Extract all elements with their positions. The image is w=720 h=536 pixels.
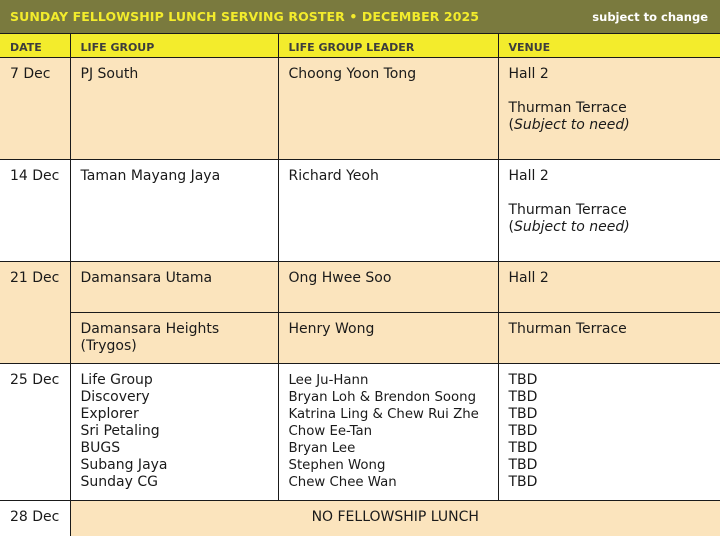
list-item: TBD	[508, 457, 538, 473]
venue-note: (Subject to need)	[508, 219, 630, 235]
list-item: TBD	[508, 423, 538, 439]
list-item: TBD	[508, 406, 538, 422]
row-life-group: Taman Mayang Jaya	[70, 160, 278, 262]
table-row	[0, 313, 720, 364]
header-row	[0, 34, 720, 58]
row-venue	[498, 58, 720, 160]
subject-to-change-note: subject to change	[592, 9, 708, 24]
row-date: 28 Dec	[0, 501, 70, 536]
row-life-group: Damansara Heights (Trygos)	[70, 313, 278, 364]
row-date: 7 Dec	[0, 58, 70, 160]
list-item: Life Group	[80, 372, 153, 388]
title-bar	[0, 0, 720, 33]
list-item: Subang Jaya	[80, 457, 168, 473]
col-header-date: DATE	[0, 34, 70, 58]
no-lunch-note: NO FELLOWSHIP LUNCH	[70, 501, 720, 536]
table-row	[0, 262, 720, 313]
list-item: TBD	[508, 474, 538, 490]
row-date: 14 Dec	[0, 160, 70, 262]
venue-line: Hall 2	[508, 66, 549, 82]
list-item: Bryan Lee	[288, 441, 356, 456]
row-venue-list	[498, 364, 720, 501]
row-leader-list	[278, 364, 498, 501]
col-header-leader: LIFE GROUP LEADER	[278, 34, 498, 58]
col-header-venue: VENUE	[498, 34, 720, 58]
row-life-group: Damansara Utama	[70, 262, 278, 313]
row-leader: Richard Yeoh	[278, 160, 498, 262]
list-item: Chew Chee Wan	[288, 475, 397, 490]
list-item: Sri Petaling	[80, 423, 160, 439]
list-item: Sunday CG	[80, 474, 158, 490]
table-row	[0, 364, 720, 501]
list-item: TBD	[508, 389, 538, 405]
venue-line: Thurman Terrace	[508, 202, 627, 218]
row-leader: Henry Wong	[278, 313, 498, 364]
list-item: TBD	[508, 372, 538, 388]
list-item: Chow Ee-Tan	[288, 424, 373, 439]
list-item: Discovery	[80, 389, 150, 405]
list-item: Bryan Loh & Brendon Soong	[288, 390, 477, 405]
list-item: Katrina Ling & Chew Rui Zhe	[288, 407, 479, 422]
venue-line: Hall 2	[508, 168, 549, 184]
col-header-life-group: LIFE GROUP	[70, 34, 278, 58]
venue-note: (Subject to need)	[508, 117, 630, 133]
row-date: 21 Dec	[0, 262, 70, 364]
roster-table	[0, 33, 720, 536]
venue-line: Thurman Terrace	[508, 100, 627, 116]
row-leader: Ong Hwee Soo	[278, 262, 498, 313]
list-item: Explorer	[80, 406, 139, 422]
table-row	[0, 501, 720, 536]
row-life-group: PJ South	[70, 58, 278, 160]
row-venue: Thurman Terrace	[498, 313, 720, 364]
table-row	[0, 160, 720, 262]
roster-title: SUNDAY FELLOWSHIP LUNCH SERVING ROSTER • DECEMBER 2025	[10, 9, 480, 24]
list-item: Lee Ju-Hann	[288, 373, 369, 388]
row-venue	[498, 160, 720, 262]
list-item: BUGS	[80, 440, 121, 456]
row-life-group-list	[70, 364, 278, 501]
row-date: 25 Dec	[0, 364, 70, 501]
table-row	[0, 58, 720, 160]
row-venue: Hall 2	[498, 262, 720, 313]
list-item: Stephen Wong	[288, 458, 386, 473]
row-leader: Choong Yoon Tong	[278, 58, 498, 160]
list-item: TBD	[508, 440, 538, 456]
